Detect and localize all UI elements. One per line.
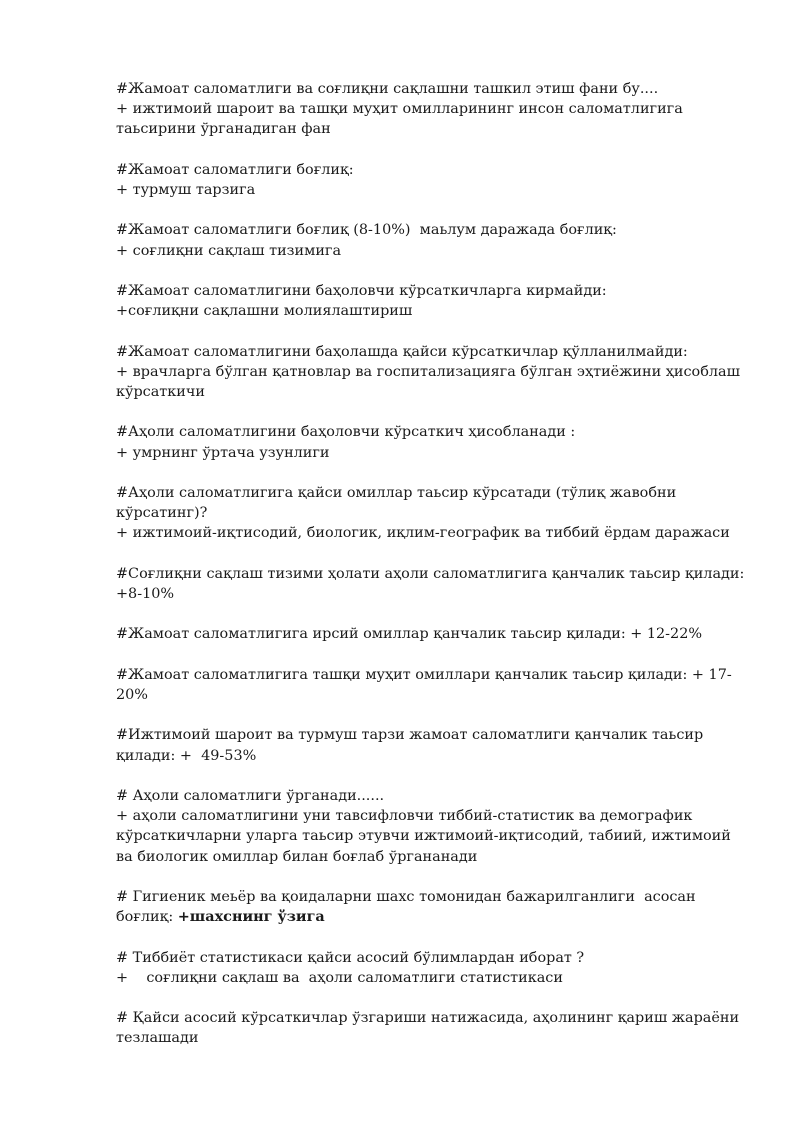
question-text: # Аҳоли саломатлиги ўрганади...... — [116, 787, 385, 804]
question-block-8 — [116, 564, 746, 604]
answer-text: + врачларга бўлган қатновлар ва госпитализацияга бўлган эҳтиёжини ҳисоблаш кўрсаткичи — [116, 363, 745, 400]
answer-text: + соғлиқни сақлаш ва аҳоли саломатлиги статистикаси — [116, 969, 563, 986]
question-text: #Аҳоли саломатлигини баҳоловчи кўрсаткич ҳисобланади : — [116, 424, 576, 441]
question-block-14 — [116, 948, 746, 988]
question-text: #Жамоат саломатлигини баҳоловчи кўрсаткичларга кирмайди: — [116, 282, 607, 299]
question-block-11 — [116, 725, 746, 765]
question-text: #Жамоат саломатлигига ташқи муҳит омиллари қанчалик таьсир қилади: + 17-20% — [116, 666, 732, 703]
question-block-7 — [116, 483, 746, 544]
question-text: #Жамоат саломатлиги боғлиқ: — [116, 161, 354, 178]
document-page — [116, 79, 746, 1069]
question-block-4 — [116, 281, 746, 321]
question-text: #Жамоат саломатлигига ирсий омиллар қанчалик таьсир қилади: + 12-22% — [116, 626, 703, 643]
question-block-5 — [116, 342, 746, 403]
question-text: #Жамоат саломатлигини баҳолашда қайси кўрсаткичлар қўлланилмайди: — [116, 343, 688, 360]
question-text: #Аҳоли саломатлигига қайси омиллар таьсир кўрсатади (тўлиқ жавобни кўрсатинг)? — [116, 484, 681, 522]
answer-text: + аҳоли саломатлигини уни тавсифловчи тиббий-статистик ва демографик кўрсаткичларни уларга таьсир этувчи ижтимоий-иқтисодий, табиий, ижтимоий ва биологик омиллар билан боғлаб ўргананади — [116, 808, 736, 865]
question-block-13 — [116, 887, 746, 927]
question-block-1 — [116, 79, 746, 140]
answer-text: + соғлиқни сақлаш тизимига — [116, 242, 342, 259]
question-text: #Жамоат саломатлиги боғлиқ (8-10%) маьлум даражада боғлиқ: — [116, 222, 617, 239]
answer-text: + ижтимоий шароит ва ташқи муҳит омилларининг инсон саломатлигига таьсирини ўрганадиган фан — [116, 101, 688, 138]
question-block-9 — [116, 624, 746, 644]
question-block-12 — [116, 786, 746, 867]
question-block-15 — [116, 1008, 746, 1048]
question-block-3 — [116, 220, 746, 260]
question-text: #Соғлиқни сақлаш тизими ҳолати аҳоли саломатлигига қанчалик таьсир қилади: — [116, 565, 745, 582]
answer-text-bold: +шахснинг ўзига — [177, 908, 325, 926]
answer-text: +8-10% — [116, 585, 175, 602]
question-with-inline-answer — [116, 887, 746, 927]
question-block-6 — [116, 422, 746, 462]
question-text: # Тиббиёт статистикаси қайси асосий бўлимлардан иборат ? — [116, 949, 585, 966]
question-block-2 — [116, 160, 746, 200]
answer-text: + турмуш тарзига — [116, 182, 256, 198]
answer-text: +соғлиқни сақлашни молиялаштириш — [116, 303, 413, 320]
question-block-10 — [116, 665, 746, 705]
question-text: # Қайси асосий кўрсаткичлар ўзгариши натижасида, аҳолининг қариш жараёни тезлашади — [116, 1010, 744, 1047]
question-text: # Гигиеник меьёр ва қоидаларни шахс томонидан бажарилганлиги асосан боғлиқ: — [116, 888, 701, 926]
question-text: #Ижтимоий шароит ва турмуш тарзи жамоат саломатлиги қанчалик таьсир қилади: + 49-53% — [116, 727, 708, 764]
answer-text: + умрнинг ўртача узунлиги — [116, 444, 330, 461]
question-text: #Жамоат саломатлиги ва соғлиқни сақлашни ташкил этиш фани бу.... — [116, 81, 659, 97]
answer-text: + ижтимоий-иқтисодий, биологик, иқлим-географик ва тиббий ёрдам даражаси — [116, 525, 730, 542]
